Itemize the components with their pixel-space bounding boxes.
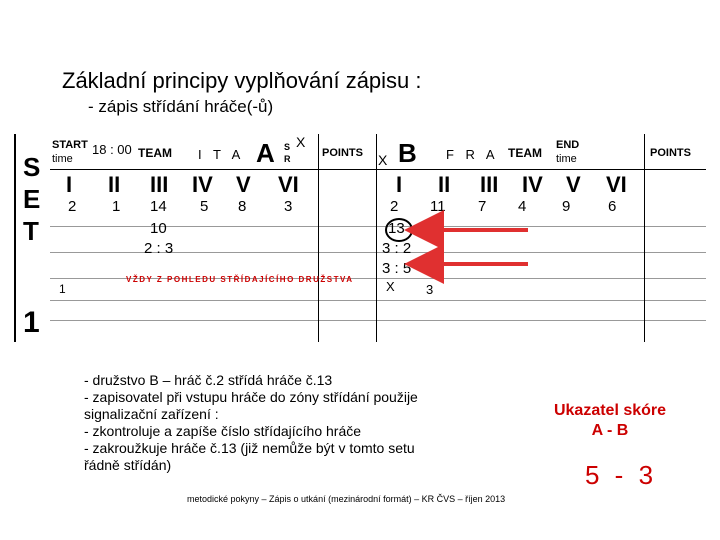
- roman-right-3: III: [480, 172, 499, 197]
- rule-banner: VŽDY Z POHLEDU STŘÍDAJÍCÍHO DRUŽSTVA: [126, 275, 354, 284]
- player-right-1: 2: [390, 198, 399, 215]
- start-label: START: [52, 139, 88, 151]
- team-letter-a: A: [256, 138, 275, 168]
- end-time-label: time: [556, 153, 577, 165]
- roman-right-2: II: [438, 172, 451, 197]
- points-label-right: POINTS: [650, 147, 691, 159]
- x-line-right: X: [386, 279, 395, 294]
- set-letter-s: S: [23, 152, 41, 182]
- set-letter-t: T: [23, 216, 39, 246]
- score-indicator-line2: A - B: [591, 422, 629, 439]
- roman-left-6: VI: [278, 172, 299, 197]
- score-indicator-value: 5 - 3: [585, 460, 658, 490]
- note-line: signalizační zařízení :: [84, 406, 219, 422]
- player-right-3: 7: [478, 198, 487, 215]
- player-left-3: 14: [150, 198, 167, 215]
- score-right-line2: 3 : 5: [382, 260, 412, 277]
- slide-subtitle: - zápis střídání hráče(-ů): [88, 97, 274, 116]
- team-letter-b: B: [398, 138, 417, 168]
- extra-right: 3: [426, 282, 434, 297]
- roman-left-2: II: [108, 172, 121, 197]
- sub-player-right: 13: [388, 220, 405, 237]
- roman-left-1: I: [66, 172, 73, 197]
- team-label: TEAM: [138, 146, 172, 160]
- serve-s-label: S: [284, 142, 291, 152]
- footer-note: metodické pokyny – Zápis o utkání (mezinárodní formát) – KR ČVS – říjen 2013: [187, 494, 506, 504]
- roman-right-6: VI: [606, 172, 627, 197]
- roman-right-5: V: [566, 172, 581, 197]
- scoresheet: [14, 134, 708, 342]
- player-right-4: 4: [518, 198, 527, 215]
- note-line: řádně střídán): [84, 457, 172, 473]
- x-mark-right: X: [378, 152, 388, 168]
- instruction-notes: [84, 372, 544, 474]
- sub-score-left: 2 : 3: [144, 240, 174, 257]
- roman-left-3: III: [150, 172, 169, 197]
- set-letter-e: E: [23, 184, 41, 214]
- team-name-left: I T A: [198, 147, 245, 162]
- roman-left-4: IV: [192, 172, 213, 197]
- score-indicator-line1: Ukazatel skóre: [553, 402, 667, 419]
- annotation-arrows: [16, 134, 708, 342]
- points-label-left: POINTS: [322, 147, 363, 159]
- score-right-line1: 3 : 2: [382, 240, 412, 257]
- player-right-2: 11: [430, 198, 446, 215]
- row-label: 1: [59, 282, 66, 296]
- score-indicator-title: [540, 401, 680, 441]
- note-line: - zkontroluje a zapíše číslo střídajícího hráče: [84, 423, 362, 439]
- set-number: 1: [23, 306, 40, 339]
- team-name-right: F R A: [446, 147, 499, 162]
- start-time: 18 : 00: [92, 142, 132, 157]
- player-left-2: 1: [112, 198, 121, 215]
- roman-right-1: I: [396, 172, 403, 197]
- player-right-5: 9: [562, 198, 571, 215]
- receive-r-label: R: [284, 154, 291, 164]
- player-right-6: 6: [608, 198, 617, 215]
- sub-player-left: 10: [150, 220, 167, 237]
- player-left-4: 5: [200, 198, 209, 215]
- player-left-1: 2: [68, 198, 77, 215]
- player-left-6: 3: [284, 198, 293, 215]
- roman-right-4: IV: [522, 172, 543, 197]
- roman-left-5: V: [236, 172, 251, 197]
- x-mark-left: X: [296, 134, 306, 150]
- note-line: - družstvo B – hráč č.2 střídá hráče č.13: [84, 372, 333, 388]
- team-label-right: TEAM: [508, 146, 542, 160]
- note-line: - zapisovatel při vstupu hráče do zóny střídání použije: [84, 389, 418, 405]
- player-left-5: 8: [238, 198, 247, 215]
- note-line: - zakroužkuje hráče č.13 (již nemůže být v tomto setu: [84, 440, 415, 456]
- slide-title: Základní principy vyplňování zápisu :: [62, 68, 422, 93]
- end-label: END: [556, 139, 580, 151]
- time-label: time: [52, 153, 73, 165]
